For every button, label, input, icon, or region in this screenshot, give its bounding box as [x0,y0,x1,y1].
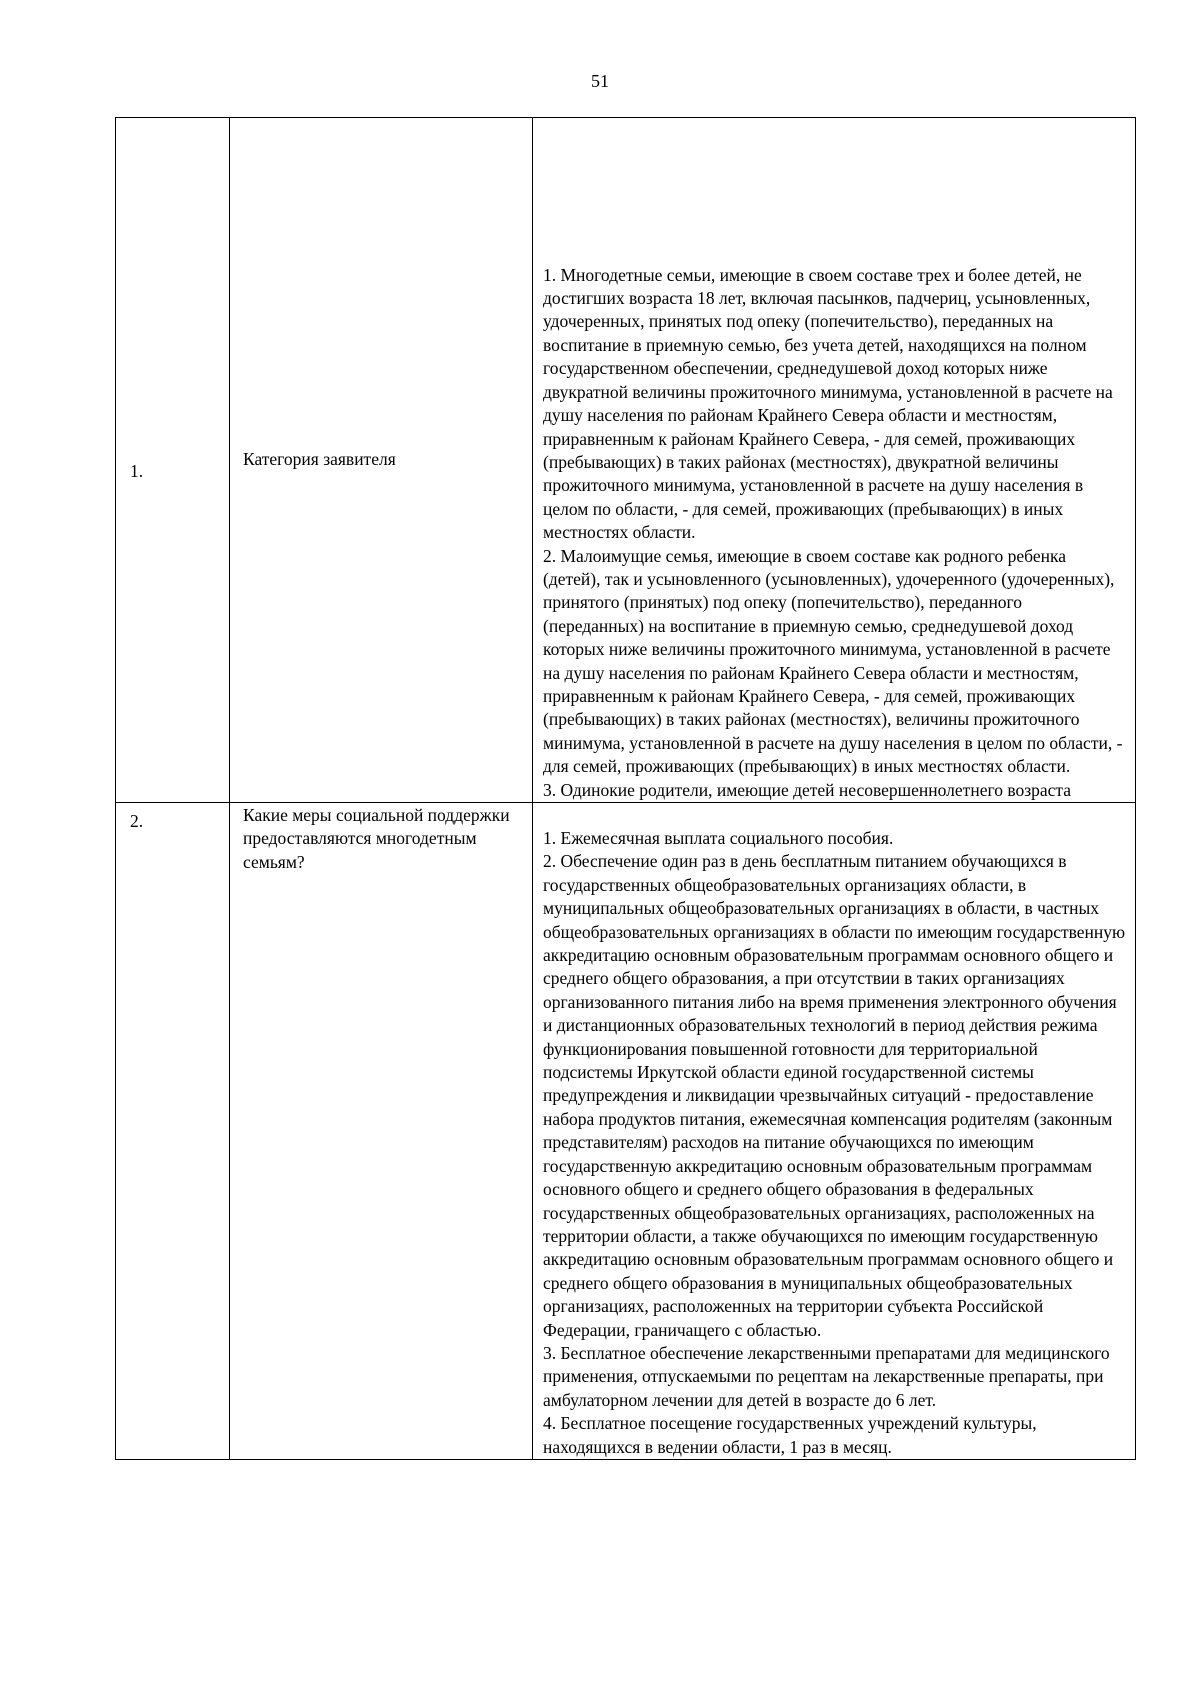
row-question: Какие меры социальной поддержки предоставляются многодетным семьям? [230,803,533,1460]
info-table [115,117,1136,1460]
row-answer [533,803,1136,1460]
table-row [116,118,1136,803]
row-number: 1. [116,118,230,803]
row-answer [533,118,1136,803]
answer-item: 3. Бесплатное обеспечение лекарственными препаратами для медицинского применения, отпускаемыми по рецептам на лекарственные препараты, при амбулаторном лечении для детей в возрасте до 6 лет. [543,1342,1110,1410]
answer-item: 1. Ежемесячная выплата социального пособия. [543,828,894,848]
row-number: 2. [116,803,230,1460]
answer-item: 4. Бесплатное посещение государственных учреждений культуры, находящихся в ведении области, 1 раз в месяц. [543,1413,1037,1457]
answer-item: 2. Обеспечение один раз в день бесплатным питанием обучающихся в государственных общеобразовательных организациях области, в муниципальных общеобразовательных организациях в области, в частных общеобразовательных организациях в области по имеющим государственную аккредитацию основным образовательным программам основного общего и среднего общего образования, а при отсутствии в таких организациях организованного питания либо на время применения электронного обучения и дистанционных образовательных технологий в период действия режима функционирования повышенной готовности для территориальной подсистемы Иркутской области единой государственной системы предупреждения и ликвидации чрезвычайных ситуаций - предоставление набора продуктов питания, ежемесячная компенсация родителям (законным представителям) расходов на питание обучающихся по имеющим государственную аккредитацию основным образовательным программам основного общего и среднего общего образования в федеральных государственных общеобразовательных организациях, расположенных на территории области, а также обучающихся по имеющим государственную аккредитацию основным образовательным программам основного общего и среднего общего образования в муниципальных общеобразовательных организациях, расположенных на территории субъекта Российской Федерации, граничащего с областью. [543,851,1126,1340]
answer-item: 1. Многодетные семьи, имеющие в своем составе трех и более детей, не достигших возраста 18 лет, включая пасынков, падчериц, усыновленных, удочеренных, принятых под опеку (попечительство), переданных на воспитание в приемную семью, без учета детей, находящихся на полном государственном обеспечении, среднедушевой доход которых ниже двукратной величины прожиточного минимума, установленной в расчете на душу населения по районам Крайнего Севера области и местностям, приравненным к районам Крайнего Севера, - для семей, проживающих (пребывающих) в таких районах (местностях), двукратной величины прожиточного минимума, установленной в расчете на душу населения в целом по области, - для семей, проживающих (пребывающих) в иных местностях области. [543,264,1113,543]
table-row [116,803,1136,1460]
answer-item: 3. Одинокие родители, имеющие детей несовершеннолетнего возраста [543,779,1072,800]
answer-item: 2. Малоимущие семья, имеющие в своем составе как родного ребенка (детей), так и усыновленного (усыновленных), удочеренного (удочеренных), принятого (принятых) под опеку (попечительство), переданного (переданных) на воспитание в приемную семью, среднедушевой доход которых ниже величины прожиточного минимума, установленной в расчете на душу населения по районам Крайнего Севера области и местностям, приравненным к районам Крайнего Севера, - для семей, проживающих (пребывающих) в таких районах (местностях), величины прожиточного минимума, установленной в расчете на душу населения в целом по области, - для семей, проживающих (пребывающих) в иных местностях области. [543,545,1123,777]
row-question: Категория заявителя [230,118,533,803]
page-number: 51 [591,71,609,91]
